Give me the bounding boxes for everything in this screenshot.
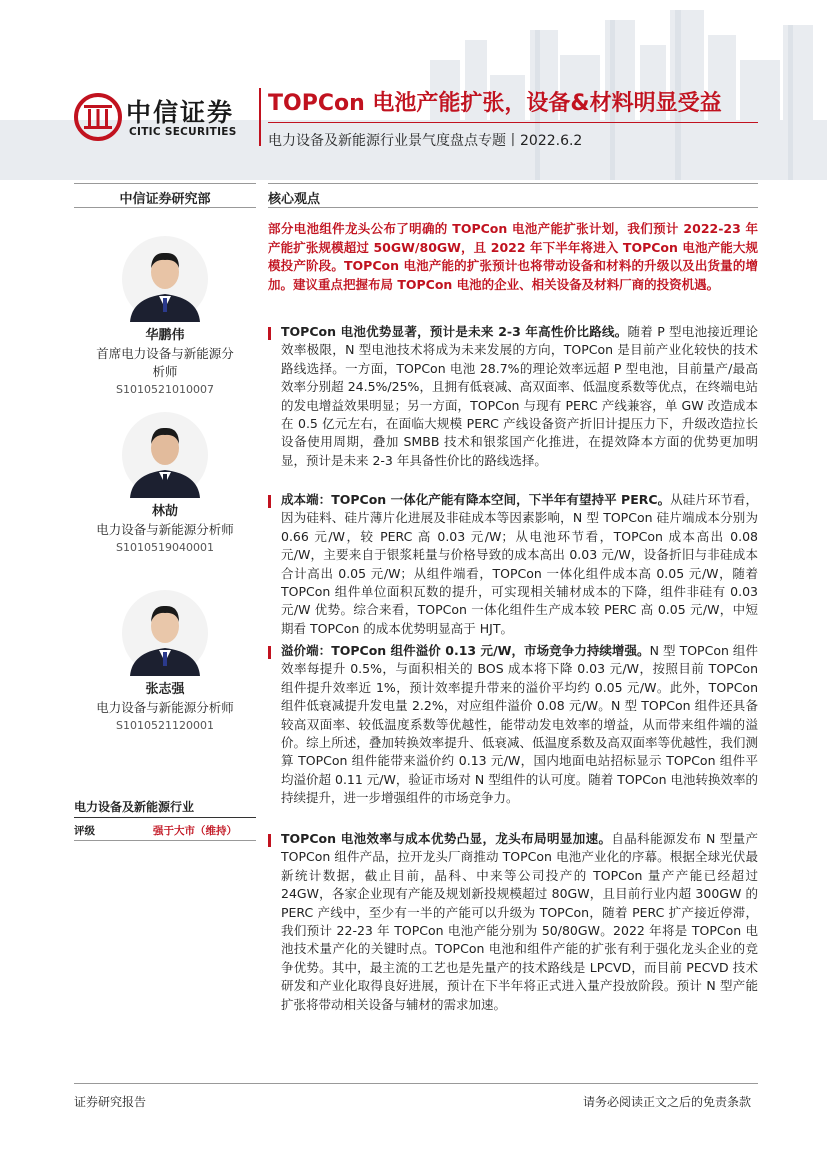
- analyst-name: 林劼: [151, 504, 178, 519]
- analyst-cert: S1010519040001: [116, 541, 214, 554]
- sector-name: 电力设备及新能源行业: [74, 800, 195, 814]
- analyst-role: 电力设备与新能源分析师: [96, 700, 234, 715]
- dept-rule-bottom: [74, 207, 256, 208]
- citic-emblem-icon: [74, 93, 122, 141]
- paragraph-lead: TOPCon 电池优势显著，预计是未来 2-3 年高性价比路线。: [281, 324, 628, 339]
- analyst-cert: S1010521010007: [116, 383, 214, 396]
- core-view-heading: 核心观点: [268, 192, 321, 207]
- core-rule-top: [268, 183, 758, 184]
- analyst-name: 张志强: [145, 682, 185, 697]
- rating-rule: [74, 840, 256, 841]
- dept-rule-top: [74, 183, 256, 184]
- analyst-card: [74, 412, 256, 557]
- body-paragraph: [281, 323, 758, 470]
- paragraph-lead: 成本端：TOPCon 一体化产能有降本空间，下半年有望持平 PERC。: [281, 492, 671, 507]
- paragraph-lead: TOPCon 电池效率与成本优势凸显，龙头布局明显加速。: [281, 831, 612, 846]
- bullet-marker: [268, 646, 271, 659]
- paragraph-body: 随着 P 型电池接近理论效率极限，N 型电池技术将成为未来发展的方向，TOPCon 是目前产业化较快的技术路线选择。一方面，TOPCon 电池 28.7%的理论效率远超 P 型电池，目前量产/最高效率分别超 24.5%/25%，且拥有低衰减、高双面率、低温度系数等优点，在终端电站的发电增益效果明显；另一方面，TOPCon 与现有 PERC 产线兼容，单 GW 改造成本在 0.5 亿元左右，在面临大规模 PERC 产线设备资产折旧计提压力下，升级改造拉长设备使用周期，叠加 SMBB 技术和银浆国产化推进，在提效降本方面的优势更加明显，预计是未来 2-3 年具备性价比的路线选择。: [281, 324, 758, 468]
- core-rule-bottom: [268, 207, 758, 208]
- rating-value: 强于大市（维持）: [153, 825, 237, 837]
- title-underline: [268, 122, 758, 123]
- analyst-photo: [122, 236, 208, 322]
- rating-label: 评级: [74, 825, 95, 837]
- footer-disclaimer-note: 请务必阅读正文之后的免责条款: [583, 1095, 752, 1109]
- logo-english-name: CITIC SECURITIES: [129, 126, 237, 138]
- report-title: TOPCon 电池产能扩张，设备&材料明显受益: [268, 91, 722, 116]
- body-paragraph: [281, 642, 758, 808]
- analyst-role: 首席电力设备与新能源分析师: [96, 346, 234, 379]
- core-summary: 部分电池组件龙头公布了明确的 TOPCon 电池产能扩张计划，我们预计 2022-23 年产能扩张规模超过 50GW/80GW，且 2022 年下半年将进入 TOPCon 电池产能大规模投产阶段。TOPCon 电池产能的扩张预计也将带动设备和材料的升级以及出货量的增加。建议重点把握布局 TOPCon 电池的企业、相关设备及材料厂商的投资机遇。: [268, 221, 758, 292]
- sector-rule: [74, 817, 256, 818]
- analyst-cert: S1010521120001: [116, 719, 214, 732]
- paragraph-body: 自晶科能源发布 N 型量产 TOPCon 组件产品，拉开龙头厂商推动 TOPCon 电池产业化的序幕。根据全球光伏最新统计数据，截止目前，晶科、中来等公司投产的 TOPCon 量产产能已经超过 24GW，各家企业现有产能及规划新投规模超过 80GW，且目前行业内超 300GW 的 PERC 产线中，至少有一半的产能可以升级为 TOPCon，随着 PERC 扩产接近停滞，我们预计 22-23 年 TOPCon 电池产能分别为 50/80GW。2022 年将是 TOPCon 电池技术量产化的关键时点。TOPCon 电池和组件产能的扩张有利于强化龙头企业的竞争优势。其中，最主流的工艺也是先量产的技术路线是 LPCVD，而目前 PECVD 技术研发和产业化取得良好进展，预计在下半年将正式进入量产投放阶段。预计 N 型产能扩张将带动相关设备与辅材的需求加速。: [281, 831, 758, 1012]
- bullet-marker: [268, 327, 271, 340]
- paragraph-lead: 溢价端：TOPCon 组件溢价 0.13 元/W，市场竞争力持续增强。: [281, 643, 650, 658]
- analyst-photo: [122, 412, 208, 498]
- analyst-role: 电力设备与新能源分析师: [96, 522, 234, 537]
- header-divider: [259, 88, 261, 146]
- footer-rule: [74, 1083, 758, 1084]
- citic-logo: [74, 93, 250, 143]
- report-subtitle: 电力设备及新能源行业景气度盘点专题丨2022.6.2: [268, 133, 583, 149]
- body-paragraph: [281, 830, 758, 1014]
- research-dept: 中信证券研究部: [119, 192, 211, 207]
- footer-report-type: 证券研究报告: [74, 1095, 147, 1109]
- analyst-card: [74, 236, 256, 399]
- logo-chinese-name: 中信证券: [126, 98, 235, 127]
- analyst-photo: [122, 590, 208, 676]
- bullet-marker: [268, 495, 271, 508]
- analyst-name: 华鹏伟: [145, 328, 185, 343]
- paragraph-body: N 型 TOPCon 组件效率每提升 0.5%，与面积相关的 BOS 成本将下降 0.03 元/W，按照目前 TOPCon 组件提升效率近 1%，预计效率提升带来的溢价平均约 0.05 元/W。此外，TOPCon 组件低衰减提升发电量 2.2%，对应组件溢价 0.08 元/W。N 型 TOPCon 组件还具备较高双面率、较低温度系数等优越性，能带动发电效率的增益，从而带来组件端的溢价。综上所述，叠加转换效率提升、低衰减、低温度系数及高双面率等优越性，我们测算 TOPCon 组件能带来溢价约 0.13 元/W，国内地面电站招标显示 TOPCon 组件平均溢价超 0.11 元/W，验证市场对 N 型组件的认可度。随着 TOPCon 电池转换效率的持续提升，进一步增强组件的市场竞争力。: [281, 643, 758, 806]
- body-paragraph: [281, 491, 758, 638]
- paragraph-body: 从硅片环节看，因为硅料、硅片薄片化进展及非硅成本等因素影响，N 型 TOPCon 硅片端成本分别为 0.66 元/W，较 PERC 高 0.03 元/W；从电池环节看，TOPCon 成本高出 0.08 元/W，主要来自于银浆耗量与价格导致的成本高出 0.03 元/W，设备折旧与非硅成本合计高出 0.05 元/W；从组件端看，TOPCon 一体化组件成本高 0.05 元/W，随着 TOPCon 组件单位面积瓦数的提升，可实现相关辅材成本的下降，组件非硅有 0.03 元/W 优势。综合来看，TOPCon 一体化组件生产成本较 PERC 高 0.05 元/W，中短期看 TOPCon 的成本优势明显高于 HJT。: [281, 492, 758, 636]
- bullet-marker: [268, 834, 271, 847]
- analyst-card: [74, 590, 256, 735]
